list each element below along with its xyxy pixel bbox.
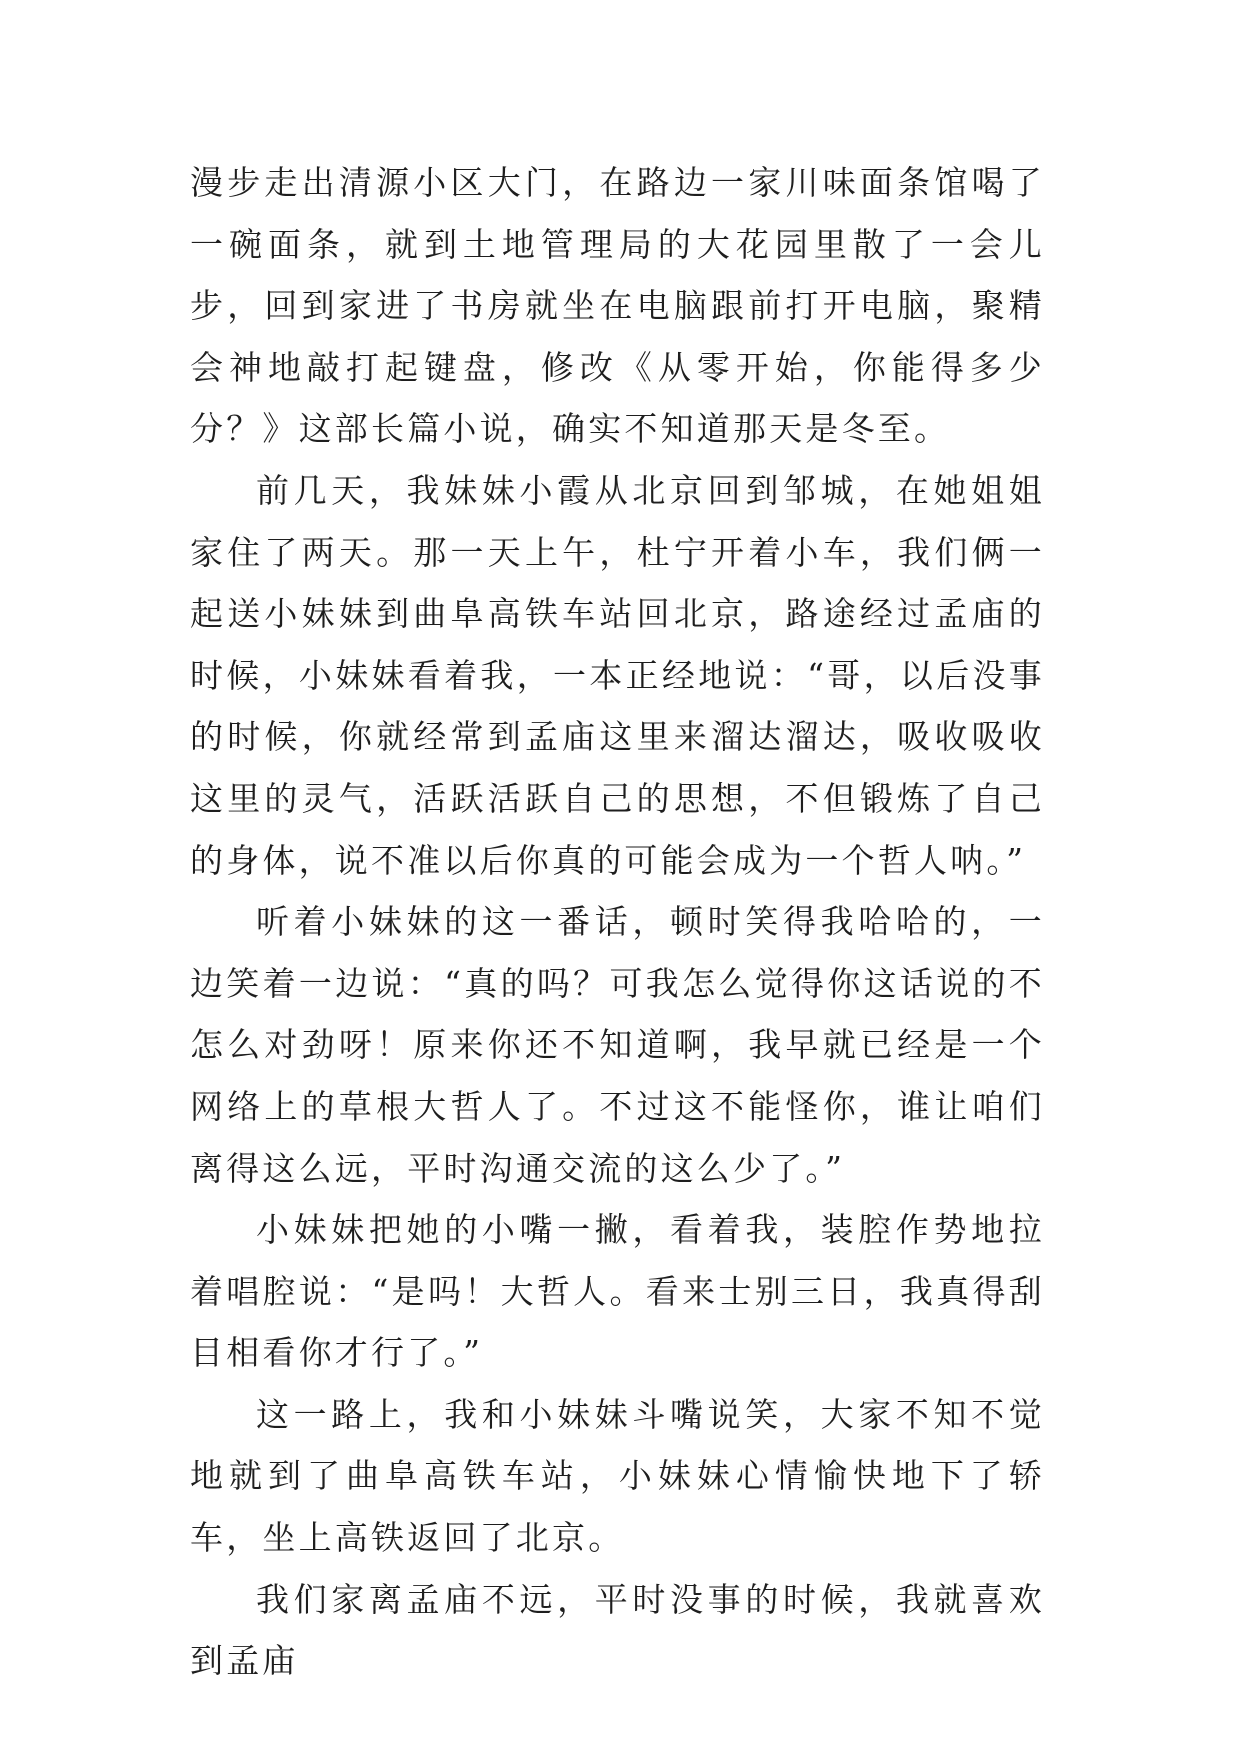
paragraph: 这一路上，我和小妹妹斗嘴说笑，大家不知不觉地就到了曲阜高铁车站，小妹妹心情愉快地下了轿车，坐上高铁返回了北京。 — [190, 1394, 1045, 1558]
paragraph: 漫步走出清源小区大门，在路边一家川味面条馆喝了一碗面条，就到土地管理局的大花园里散了一会儿步，回到家进了书房就坐在电脑跟前打开电脑，聚精会神地敲打起键盘，修改《从零开始，你能得多少分？》这部长篇小说，确实不知道那天是冬至。 — [190, 163, 1045, 449]
paragraph: 小妹妹把她的小嘴一撇，看着我，装腔作势地拉着唱腔说：“是吗！大哲人。看来士别三日，我真得刮目相看你才行了。” — [190, 1210, 1045, 1373]
paragraph: 我们家离孟庙不远，平时没事的时候，我就喜欢到孟庙 — [190, 1579, 1045, 1681]
paragraph: 前几天，我妹妹小霞从北京回到邹城，在她姐姐家住了两天。那一天上午，杜宁开着小车，我们俩一起送小妹妹到曲阜高铁车站回北京，路途经过孟庙的时候，小妹妹看着我，一本正经地说：“哥，以后没事的时候，你就经常到孟庙这里来溜达溜达，吸收吸收这里的灵气，活跃活跃自己的思想，不但锻炼了自己的身体，说不准以后你真的可能会成为一个哲人呐。” — [190, 470, 1045, 880]
document-body — [190, 152, 1045, 1692]
paragraph: 听着小妹妹的这一番话，顿时笑得我哈哈的，一边笑着一边说：“真的吗？可我怎么觉得你这话说的不怎么对劲呀！原来你还不知道啊，我早就已经是一个网络上的草根大哲人了。不过这不能怪你，谁让咱们离得这么远，平时沟通交流的这么少了。” — [190, 902, 1045, 1188]
